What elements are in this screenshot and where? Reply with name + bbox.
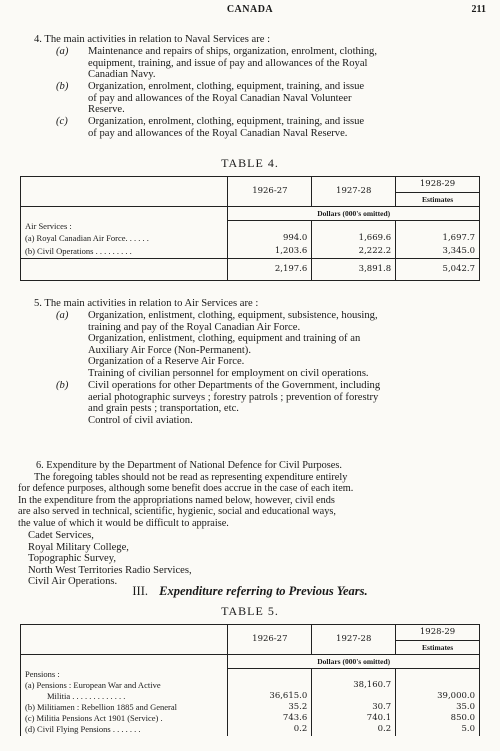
para5-a-line: Organization, enlistment, clothing, equipment, subsistence, housing, [88,310,378,321]
table4-total: 2,197.6 [228,259,312,281]
table5-col-header: 1926-27 [228,625,312,655]
para4-b-line: Reserve. [88,104,125,116]
table5-cell: 39,000.0 [396,680,480,702]
table4-cell: 1,203.6 [228,245,312,259]
table5-cell: 38,160.7 [312,680,396,702]
table5-row-label [21,680,228,702]
para5-a-line: Auxiliary Air Force (Non-Permanent). [88,344,251,356]
table5-cell: 30.7 [312,702,396,713]
table4-cell: 3,345.0 [396,245,480,259]
para6-line: In the expenditure from the appropriations named below, however, civil ends [18,494,335,506]
para6-line: are also served in technical, scientific, hygienic, social and educational ways, [18,506,336,518]
para4-intro: 4. The main activities in relation to Naval Services are : [34,34,271,45]
table4-row-label: (b) Civil Operations . . . . . . . . . [21,245,228,259]
para5-b-line: and grain pests ; transportation, etc. [88,403,239,415]
para4-a-line: equipment, training, and issue of pay and allowances of the Royal [88,57,368,69]
section-heading [0,584,500,599]
para5-intro: 5. The main activities in relation to Air Services are : [34,298,259,309]
table4-cell: 1,669.6 [312,233,396,245]
table5-cell: 5.0 [396,724,480,736]
para4-c-line: Organization, enrolment, clothing, equipment, training, and issue [88,116,365,127]
table4-cell: 1,697.7 [396,233,480,245]
para5-a-line: Organization, enlistment, clothing, equipment and training of an [88,333,361,345]
table5-cell: 850.0 [396,713,480,724]
table4-estimates-label: Estimates [396,193,480,207]
running-header [0,4,500,18]
table5-cell: 0.2 [312,724,396,736]
para5-a-tag: (a) [56,310,69,321]
table4-cell: 994.0 [228,233,312,245]
para5-b-line: Civil operations for other Departments of the Government, including [88,380,381,391]
table5-cell: 35.0 [396,702,480,713]
table5 [20,624,480,736]
table4-total: 3,891.8 [312,259,396,281]
table5-cell: 0.2 [228,724,312,736]
para5-a-line: Organization of a Reserve Air Force. [88,356,245,368]
table5-caption: TABLE 5. [221,604,279,618]
para5-items [0,310,500,432]
para6-line: The foregoing tables should not be read as representing expenditure entirely [34,471,348,483]
para4-a-line: Maintenance and repairs of ships, organization, enrolment, clothing, [88,46,377,57]
table4-unit-label: Dollars (000's omitted) [228,207,480,221]
para6-list-item: Royal Military College, [28,541,129,553]
table5-row-label-line: (a) Pensions : European War and Active [25,679,161,690]
para4-b-line: of pay and allowances of the Royal Canadian Naval Volunteer [88,92,352,104]
table5-row-label-line: Militia . . . . . . . . . . . . . [47,690,126,701]
para6-line: for defence purposes, although some benefit does accrue in the case of each item. [18,483,354,495]
table5-cell: 35.2 [228,702,312,713]
table5-row-label: (c) Militia Pensions Act 1901 (Service) . [21,713,228,724]
running-title: CANADA [226,4,274,15]
para6-list-item: Civil Air Operations. [28,576,118,588]
para5-b-line: Control of civil aviation. [88,414,193,426]
para4-c-tag: (c) [56,116,68,127]
table4 [20,176,480,281]
table5-cell: 743.6 [228,713,312,724]
para4-b-tag: (b) [56,81,69,92]
section-numeral: III. [132,584,149,598]
para4-a-line: Canadian Navy. [88,69,156,81]
para5-b-line: aerial photographic surveys ; forestry patrols ; prevention of forestry [88,391,379,403]
table4-caption: TABLE 4. [221,156,279,170]
para4-items [0,46,500,146]
para6-line: the value of which it would be difficult to appraise. [18,518,229,529]
para4-b-line: Organization, enrolment, clothing, equipment, training, and issue [88,81,365,92]
table5-estimates-label: Estimates [396,641,480,655]
para6-line: 6. Expenditure by the Department of National Defence for Civil Purposes. [36,460,342,471]
table4-col-header: 1926-27 [228,177,312,207]
page-number: 211 [471,4,486,15]
para5-b-tag: (b) [56,380,69,391]
para4-c-line: of pay and allowances of the Royal Canadian Naval Reserve. [88,127,348,139]
para6-list-item: Topographic Survey, [28,553,117,565]
para6-list [0,530,500,590]
table5-col-header: 1928-29 [396,625,480,641]
table5-cell: 740.1 [312,713,396,724]
table4-total: 5,042.7 [396,259,480,281]
para6-list-item: Cadet Services, [28,530,94,541]
table5-unit-label: Dollars (000's omitted) [228,655,480,669]
table4-cell: 2,222.2 [312,245,396,259]
para4-a-tag: (a) [56,46,69,57]
table5-cell: 36,615.0 [228,680,312,702]
table4-col-header: 1928-29 [396,177,480,193]
para6-list-item: North West Territories Radio Services, [28,564,192,576]
section-title: Expenditure referring to Previous Years. [159,584,368,598]
table5-row-label: (d) Civil Flying Pensions . . . . . . . [21,724,228,736]
para5-a-line: training and pay of the Royal Canadian Air Force. [88,321,301,333]
para5-a-line: Training of civilian personnel for employment on civil operations. [88,368,369,379]
table5-row-label: (b) Militiamen : Rebellion 1885 and General [21,702,228,713]
table4-group-label: Air Services : [21,221,228,233]
table5-group-label: Pensions : [21,669,228,680]
table4-row-label: (a) Royal Canadian Air Force. . . . . . [21,233,228,245]
para6-body [0,460,500,536]
table5-col-header: 1927-28 [312,625,396,655]
table4-col-header: 1927-28 [312,177,396,207]
